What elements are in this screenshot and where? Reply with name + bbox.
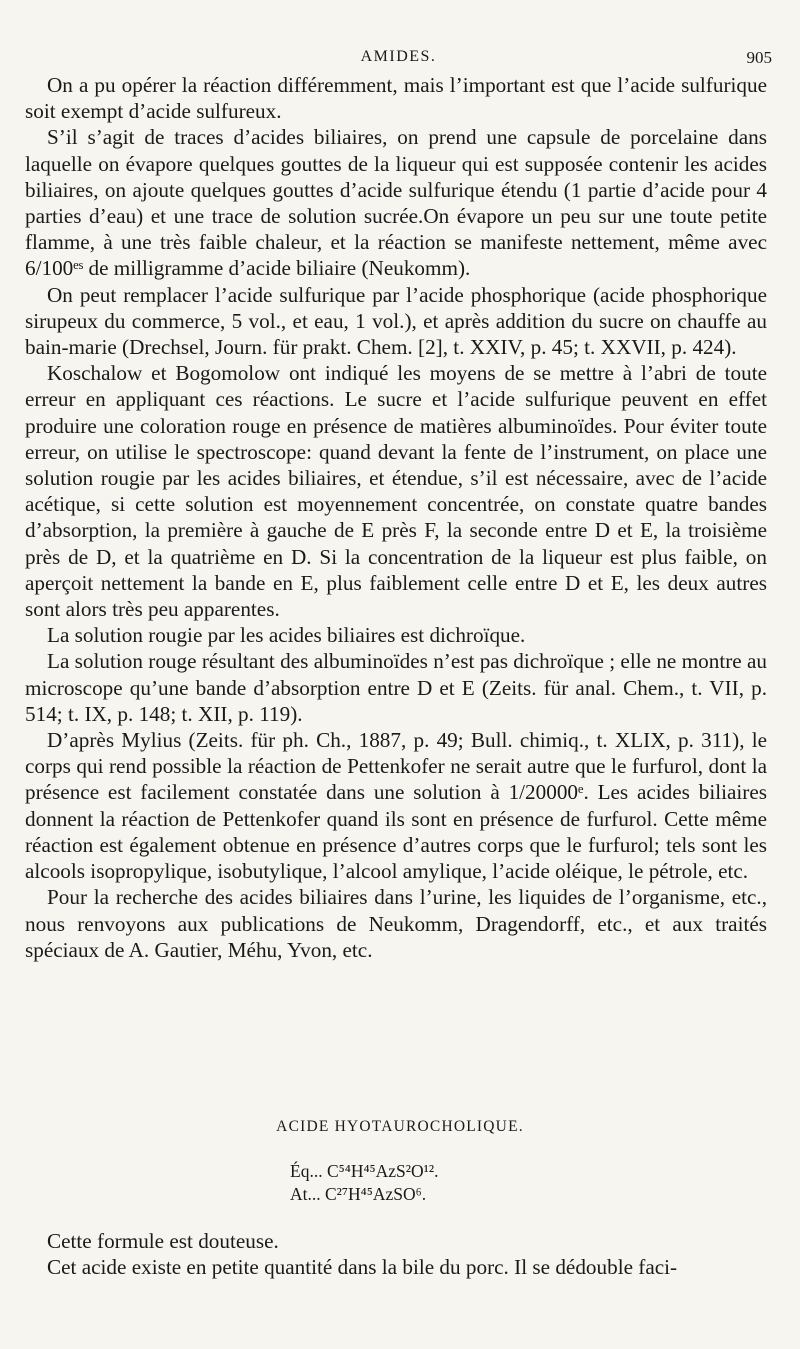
paragraph-1: On a pu opérer la réaction différemment, mais l’important est que l’acide sulfurique soit exempt d’acide sulfureux. <box>25 73 767 124</box>
paragraph-10: Cet acide existe en petite quantité dans la bile du porc. Il se dédouble faci- <box>47 1255 678 1280</box>
formula-atomic: At... C²⁷H⁴⁵AzSO⁶. <box>290 1184 427 1204</box>
section-text <box>25 1228 767 1280</box>
running-title: AMIDES. <box>360 48 437 65</box>
section-title: ACIDE HYOTAUROCHOLIQUE. <box>276 1118 524 1135</box>
formula-equivalent: Éq... C⁵⁴H⁴⁵AzS²O¹². <box>290 1161 439 1181</box>
paragraph-3: On peut remplacer l’acide sulfurique par l’acide phosphorique (acide phosphorique sirupeux du commerce, 5 vol., et eau, 1 vol.), et après addition du sucre on chauffe au bain-marie (Drechsel, Journ. für prakt. Chem. [2], t. XXIV, p. 45; t. XXVII, p. 424). <box>25 282 767 360</box>
page-number: 905 <box>746 48 772 67</box>
paragraph-5: La solution rougie par les acides biliaires est dichroïque. <box>47 623 526 648</box>
paragraph-9: Cette formule est douteuse. <box>47 1229 279 1253</box>
running-head <box>25 48 772 70</box>
body-text <box>25 72 767 963</box>
paragraph-2: S’il s’agit de traces d’acides biliaires, on prend une capsule de porcelaine dans laquelle on évapore quelques gouttes de la liqueur qui est supposée contenir les acides biliaires, on ajoute quelques gouttes d’acide sulfurique étendu (1 partie d’acide pour 4 parties d’eau) et une trace de solution sucrée.On évapore un peu sur une toute petite flamme, à une très faible chaleur, et la réaction se manifeste nettement, même avec 6/100ᵉˢ de milligramme d’acide biliaire (Neukomm). <box>25 125 767 281</box>
paragraph-7: D’après Mylius (Zeits. für ph. Ch., 1887, p. 49; Bull. chimiq., t. XLIX, p. 311), le corps qui rend possible la réaction de Pettenkofer ne serait autre que le furfurol, dont la présence est facilement constatée dans une solution à 1/20000ᵉ. Les acides biliaires donnent la réaction de Pettenkofer quand ils sont en présence de furfurol. Cette même réaction est également obtenue en présence d’autres corps que le furfurol; tels sont les alcools isopropylique, isobutylique, l’alcool amylique, l’acide oléique, le pétrole, etc. <box>25 728 767 884</box>
paragraph-6: La solution rouge résultant des albuminoïdes n’est pas dichroïque ; elle ne montre au microscope qu’une bande d’absorption entre D et E (Zeits. für anal. Chem., t. VII, p. 514; t. IX, p. 148; t. XII, p. 119). <box>25 649 767 726</box>
paragraph-8: Pour la recherche des acides biliaires dans l’urine, les liquides de l’organisme, etc., nous renvoyons aux publications de Neukomm, Dragendorff, etc., et aux traités spéciaux de A. Gautier, Méhu, Yvon, etc. <box>25 885 767 962</box>
paragraph-4: Koschalow et Bogomolow ont indiqué les moyens de se mettre à l’abri de toute erreur en appliquant ces réactions. Le sucre et l’acide sulfurique peuvent en effet produire une coloration rouge en présence de matières albuminoïdes. Pour éviter toute erreur, on utilise le spectroscope: quand devant la fente de l’instrument, on place une solution rougie par les acides biliaires, et étendue, s’il est nécessaire, avec de l’acide acétique, si cette solution est moyennement concentrée, on constate quatre bandes d’absorption, la première à gauche de E près F, la seconde entre D et E, la troisième près de D, et la quatrième en D. Si la concentration de la liqueur est plus faible, on aperçoit nettement la bande en E, plus faiblement celle entre D et E, les deux autres sont alors très peu apparentes. <box>25 361 767 622</box>
